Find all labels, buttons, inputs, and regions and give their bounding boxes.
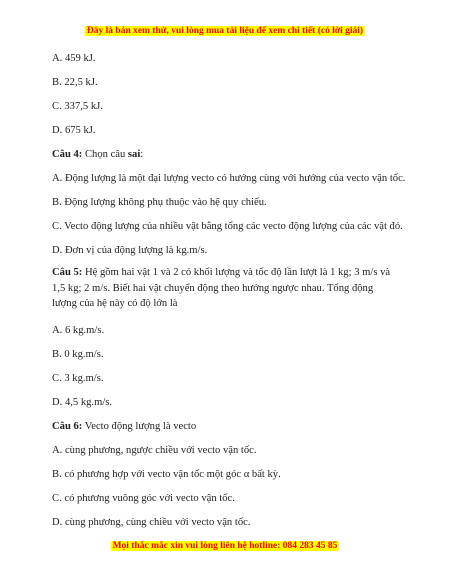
q5-option-b: B. 0 kg.m/s. — [52, 349, 104, 360]
q5-option-c: C. 3 kg.m/s. — [52, 373, 104, 384]
q6-text: Vecto động lượng là vecto — [82, 421, 197, 432]
q5-stem — [52, 265, 397, 312]
footer-notice — [0, 541, 450, 551]
footer-notice-text: Mọi thắc mắc xin vui lòng liên hệ hotline: 084 283 45 85 — [112, 541, 338, 551]
q4-label: Câu 4: — [52, 149, 83, 160]
header-notice-text: Đây là bản xem thử, vui lòng mua tài liệu để xem chi tiết (có lời giải) — [86, 26, 364, 36]
q4-text-before: Chọn câu — [82, 149, 128, 160]
q6-option-c: C. có phương vuông góc với vecto vận tốc. — [52, 493, 235, 504]
q3-option-d: D. 675 kJ. — [52, 125, 96, 136]
q4-text-after: : — [140, 149, 144, 160]
q5-label: Câu 5: — [52, 267, 83, 278]
q5-option-d: D. 4,5 kg.m/s. — [52, 397, 113, 408]
q5-text: Hệ gồm hai vật 1 và 2 có khối lượng và tốc độ lần lượt là 1 kg; 3 m/s và 1,5 kg; 2 m/s. Biết hai vật chuyển động theo hướng ngược nhau. Tổng động lượng của hệ này có độ lớn là — [52, 267, 391, 309]
q5-option-a: A. 6 kg.m/s. — [52, 325, 105, 336]
q3-option-b: B. 22,5 kJ. — [52, 77, 98, 88]
q3-option-c: C. 337,5 kJ. — [52, 101, 103, 112]
q6-stem — [52, 421, 196, 432]
q4-option-a: A. Động lượng là một đại lượng vecto có hướng cùng với hướng của vecto vận tốc. — [52, 173, 406, 184]
q6-option-a: A. cùng phương, ngược chiều với vecto vận tốc. — [52, 445, 257, 456]
q4-stem — [52, 149, 143, 160]
header-notice — [0, 26, 450, 36]
q4-option-b: B. Động lượng không phụ thuộc vào hệ quy chiếu. — [52, 197, 267, 208]
q3-option-a: A. 459 kJ. — [52, 53, 96, 64]
q4-option-d: D. Đơn vị của động lượng là kg.m/s. — [52, 245, 208, 256]
q6-option-b: B. có phương hợp với vecto vận tốc một góc α bất kỳ. — [52, 469, 281, 480]
q6-label: Câu 6: — [52, 421, 83, 432]
q4-emph: sai — [127, 149, 141, 160]
q4-option-c: C. Vecto động lượng của nhiều vật bằng tổng các vecto động lượng của các vật đó. — [52, 221, 403, 232]
q6-option-d: D. cùng phương, cùng chiều với vecto vận tốc. — [52, 517, 251, 528]
